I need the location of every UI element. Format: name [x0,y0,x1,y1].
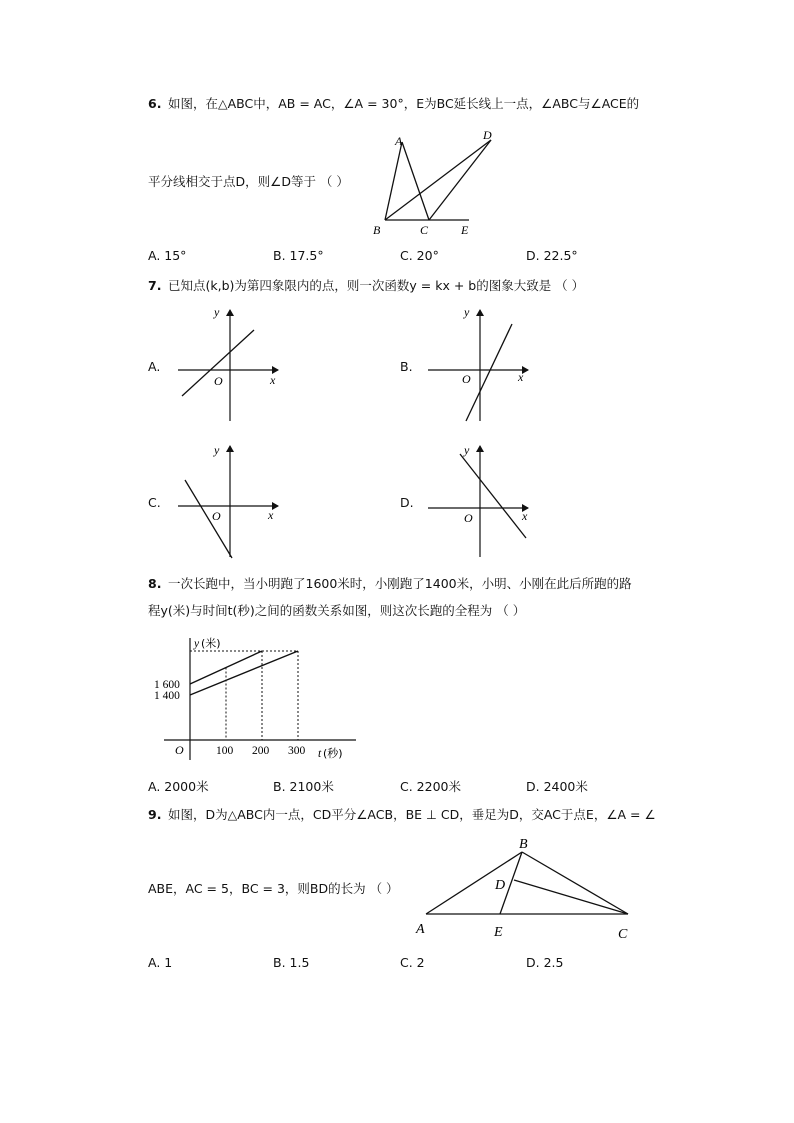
origin-label: O [462,372,471,386]
q8-stem-line2: 程y(米)与时间t(秒)之间的函数关系如图，则这次长跑的全程为 （ ） [148,603,526,618]
q7-number: 7. [148,278,162,293]
q6-option-d[interactable]: D. 22.5° [526,248,578,263]
x-tick-label: 100 [216,745,234,757]
y-label: y [214,443,220,457]
q7-graph-d [424,440,536,560]
q9-label-D: D [495,878,506,893]
q6-label-C: C [420,223,429,237]
q8-option-d[interactable]: D. 2400米 [526,779,588,794]
q7-option-a[interactable]: A. [148,359,161,374]
x-label: x [268,508,274,522]
y-tick-label: 1 400 [154,690,180,702]
q7-option-c[interactable]: C. [148,495,161,510]
q9-figure [410,832,640,944]
q6-option-c[interactable]: C. 20° [400,248,439,263]
q6-seg-AC [402,142,429,220]
q7-option-d[interactable]: D. [400,495,414,510]
q7-graph-b [424,304,536,424]
q9-seg-AB [426,852,522,914]
function-line [185,480,232,558]
origin-label: O [464,511,473,525]
function-line [466,324,512,421]
q6-figure [365,122,505,240]
q7-option-b[interactable]: B. [400,359,413,374]
q8-chart [148,632,363,768]
q6-stem-line1: 如图，在△ABC中，AB = AC，∠A = 30°，E为BC延长线上一点，∠ABC与∠ACE的 [168,96,640,111]
x-label: x [522,509,528,523]
q9-label-A: A [416,922,425,937]
q9-stem-line2: ABE，AC = 5，BC = 3，则BD的长为 （ ） [148,881,399,896]
chart-xlabel-unit: (秒) [323,747,343,760]
q9-label-C: C [618,927,628,942]
q6-label-D: D [483,128,492,142]
q9-option-a[interactable]: A. 1 [148,955,173,970]
q9-option-b[interactable]: B. 1.5 [273,955,310,970]
y-label: y [214,305,220,319]
q9-seg-BC [522,852,628,914]
q6-option-a[interactable]: A. 15° [148,248,187,263]
origin-label: O [214,374,223,388]
q9-option-c[interactable]: C. 2 [400,955,425,970]
x-tick-label: 300 [288,745,306,757]
q7-graph-c [174,440,286,560]
q8-option-c[interactable]: C. 2200米 [400,779,461,794]
series-line-2 [190,651,298,695]
q6-number: 6. [148,96,162,111]
q6-stem-line2: 平分线相交于点D，则∠D等于 （ ） [148,174,349,189]
chart-xlabel-t: t [318,748,322,760]
q9-seg-DC [514,880,628,914]
origin-label: O [212,509,221,523]
y-label: y [464,443,470,457]
x-tick-label: 200 [252,745,270,757]
q8-number: 8. [148,576,162,591]
q6-label-E: E [461,223,469,237]
y-tick-label: 1 600 [154,679,180,691]
q9-number: 9. [148,807,162,822]
q8-option-a[interactable]: A. 2000米 [148,779,209,794]
chart-ylabel-y: y [194,638,200,650]
q9-stem-line1: 如图，D为△ABC内一点，CD平分∠ACB，BE ⊥ CD，垂足为D，交AC于点E，∠A = ∠ [168,807,656,822]
chart-origin: O [175,743,184,757]
q9-label-B: B [519,837,528,852]
q7-graph-a [174,304,286,424]
q6-option-b[interactable]: B. 17.5° [273,248,324,263]
q9-label-E: E [494,925,503,940]
q8-option-b[interactable]: B. 2100米 [273,779,334,794]
chart-ylabel-unit: (米) [201,637,221,650]
x-label: x [518,370,524,384]
q9-option-d[interactable]: D. 2.5 [526,955,564,970]
q8-stem-line1: 一次长跑中，当小明跑了1600米时，小刚跑了1400米，小明、小刚在此后所跑的路 [168,576,632,591]
x-label: x [270,373,276,387]
q6-label-A: A [395,134,403,148]
q6-label-B: B [373,223,381,237]
y-label: y [464,305,470,319]
function-line [460,454,526,538]
q7-stem-line1: 已知点(k,b)为第四象限内的点，则一次函数y = kx + b的图象大致是 （ ） [168,278,585,293]
